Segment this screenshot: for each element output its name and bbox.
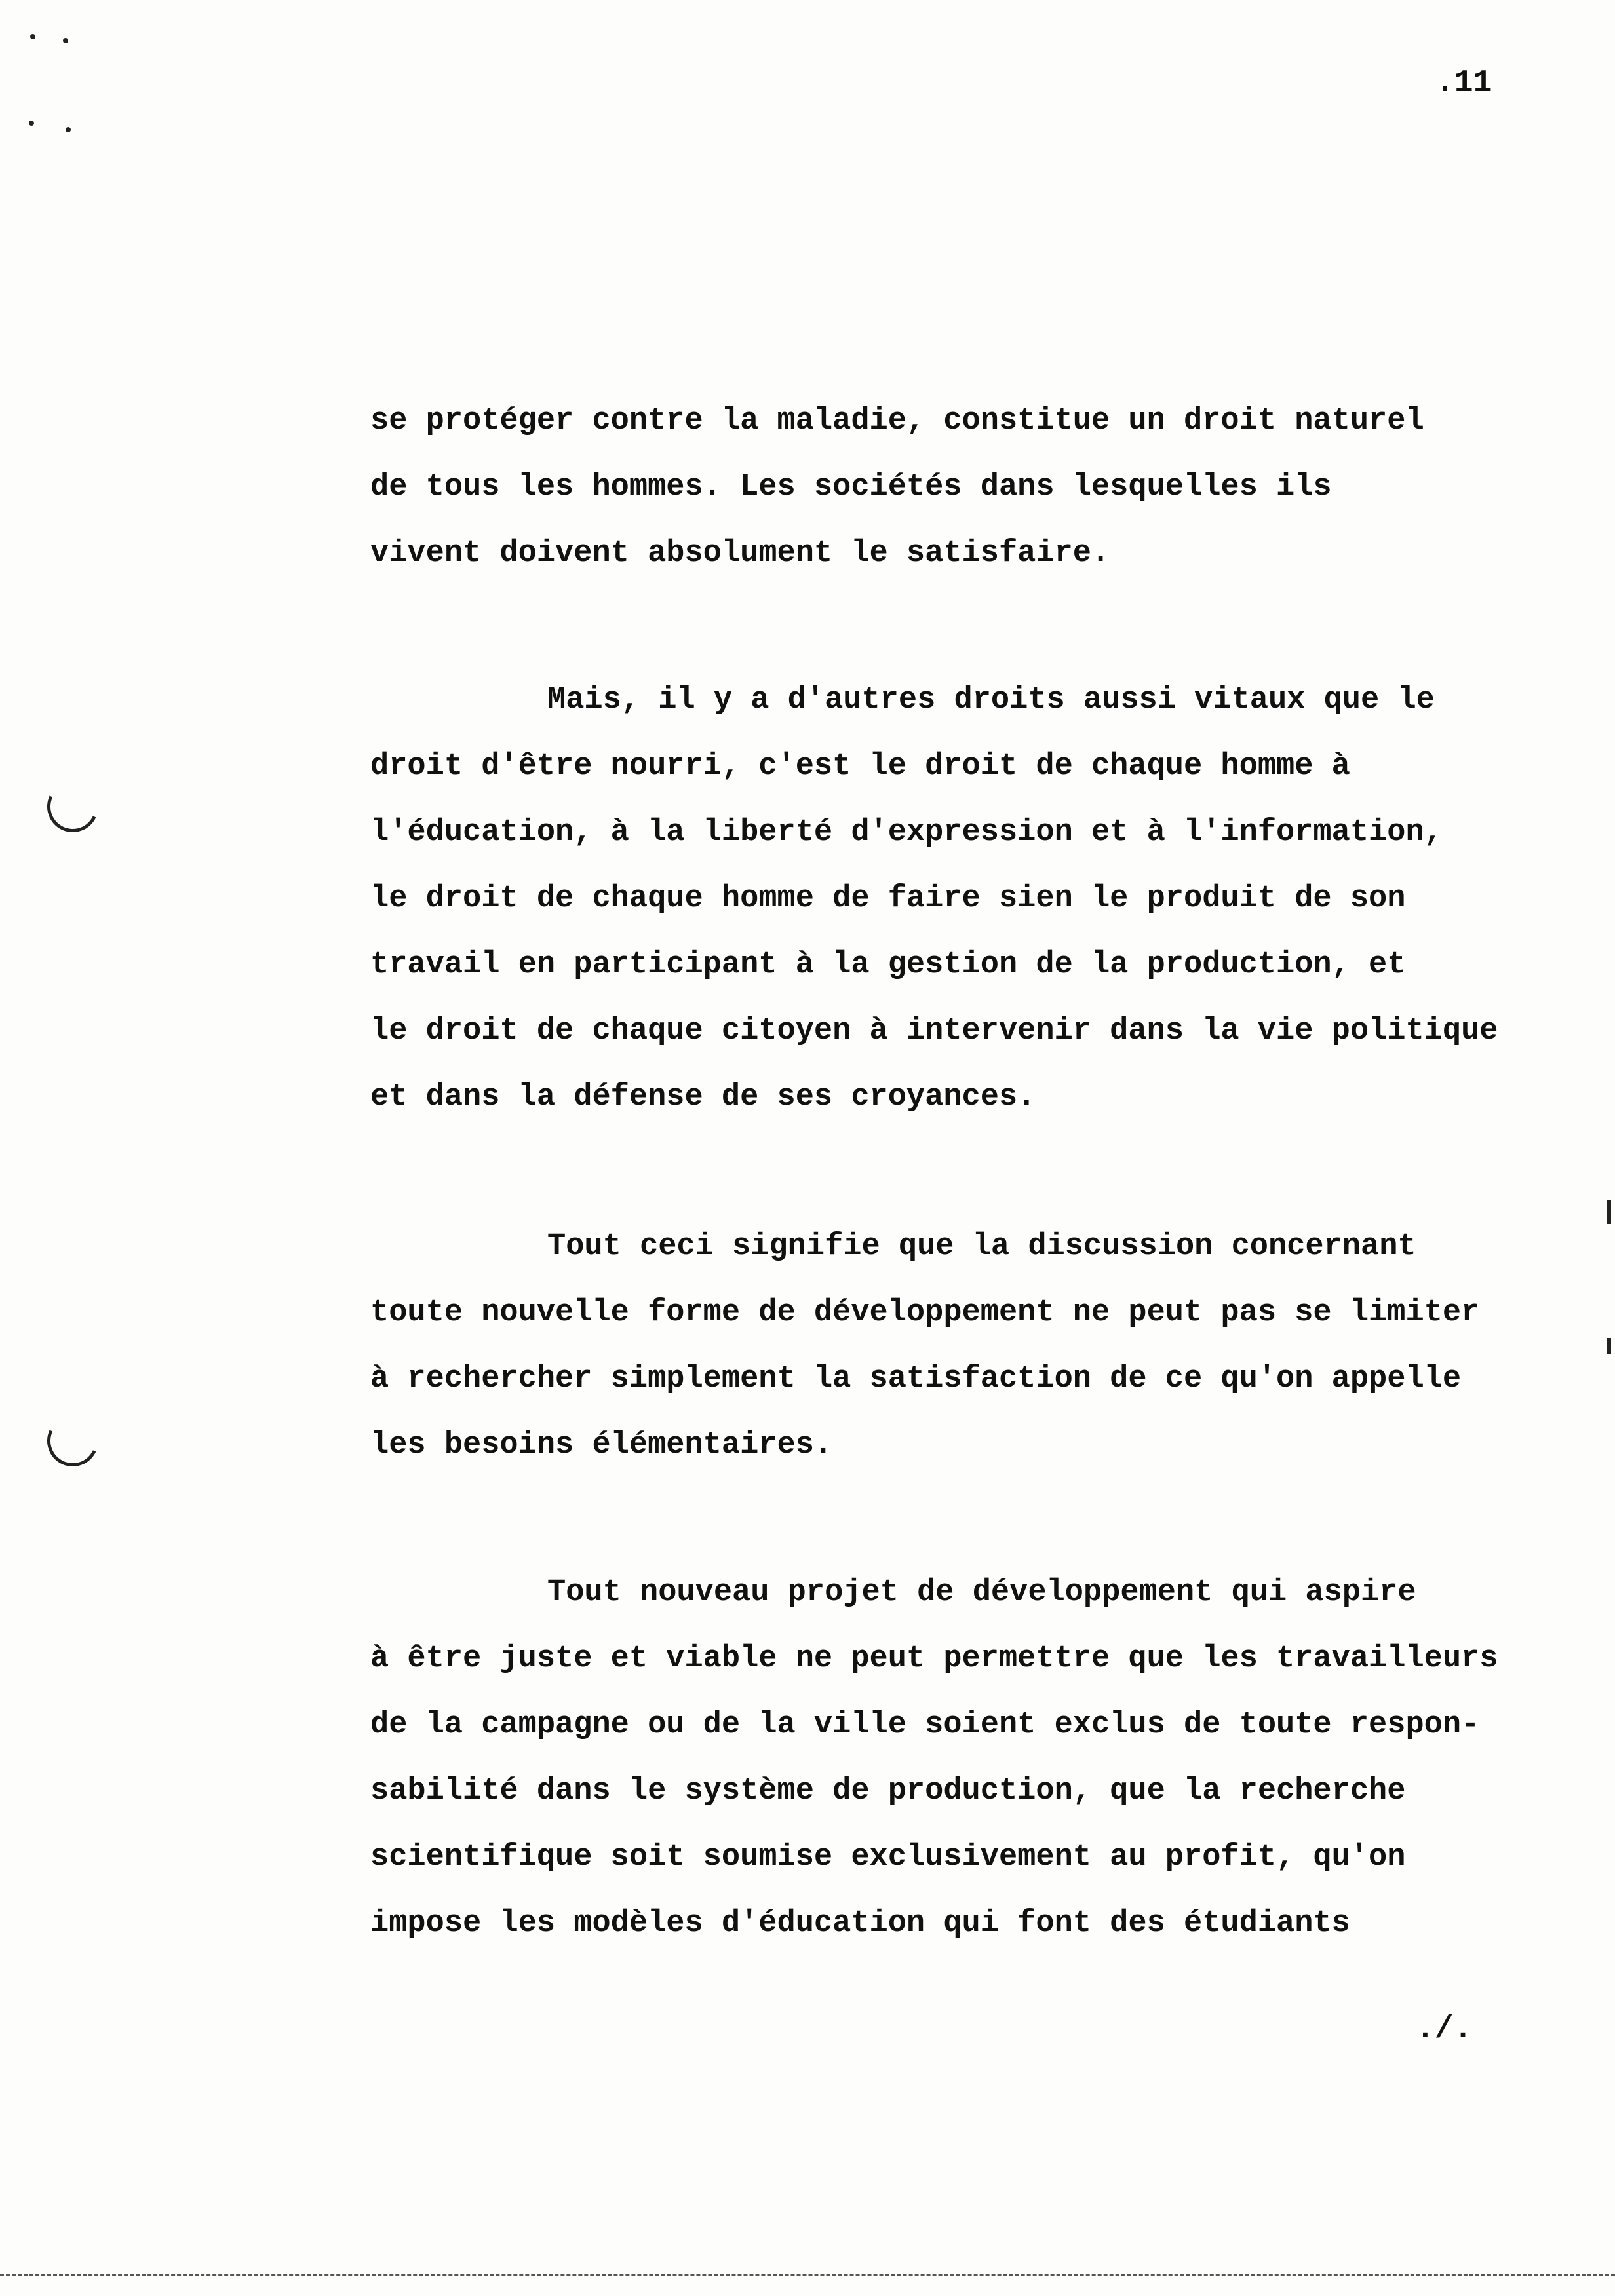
text-line: à rechercher simplement la satisfaction de ce qu'on appelle <box>370 1362 1462 1396</box>
text-line: de la campagne ou de la ville soient exclus de toute respon- <box>370 1708 1480 1742</box>
paragraph-2 <box>370 667 1570 1130</box>
margin-mark <box>1607 1338 1611 1354</box>
scan-speck <box>30 34 35 39</box>
continuation-mark: ./. <box>1416 2012 1473 2047</box>
text-line: toute nouvelle forme de développement ne peut pas se limiter <box>370 1295 1480 1330</box>
page-bottom-edge <box>0 2274 1615 2276</box>
text-line: se protéger contre la maladie, constitue un droit naturel <box>370 404 1424 438</box>
text-line: Tout nouveau projet de développement qui aspire <box>547 1575 1416 1610</box>
page-number: .11 <box>1435 66 1492 101</box>
text-line: sabilité dans le système de production, que la recherche <box>370 1774 1406 1808</box>
punch-hole-icon <box>40 1408 106 1474</box>
text-line: Tout ceci signifie que la discussion concernant <box>547 1229 1416 1264</box>
text-line: à être juste et viable ne peut permettre que les travailleurs <box>370 1641 1498 1676</box>
scan-speck <box>66 127 71 132</box>
text-line: les besoins élémentaires. <box>370 1428 833 1463</box>
text-line: de tous les hommes. Les sociétés dans lesquelles ils <box>370 470 1332 505</box>
text-line: vivent doivent absolument le satisfaire. <box>370 536 1110 571</box>
text-line: droit d'être nourri, c'est le droit de chaque homme à <box>370 749 1350 784</box>
text-line: scientifique soit soumise exclusivement au profit, qu'on <box>370 1840 1406 1875</box>
text-line: impose les modèles d'éducation qui font des étudiants <box>370 1906 1350 1941</box>
text-line: le droit de chaque citoyen à intervenir dans la vie politique <box>370 1014 1498 1048</box>
paragraph-3 <box>370 1214 1570 1478</box>
margin-mark <box>1607 1200 1611 1224</box>
scan-speck <box>63 38 68 43</box>
paragraph-1 <box>370 388 1570 586</box>
text-line: et dans la défense de ses croyances. <box>370 1080 1036 1115</box>
text-line: travail en participant à la gestion de la production, et <box>370 947 1406 982</box>
text-line: Mais, il y a d'autres droits aussi vitaux que le <box>547 683 1435 718</box>
text-line: l'éducation, à la liberté d'expression et à l'information, <box>370 815 1443 850</box>
punch-hole-icon <box>40 774 106 839</box>
scan-speck <box>29 121 34 126</box>
paragraph-4 <box>370 1559 1570 1957</box>
text-line: le droit de chaque homme de faire sien le produit de son <box>370 881 1406 916</box>
